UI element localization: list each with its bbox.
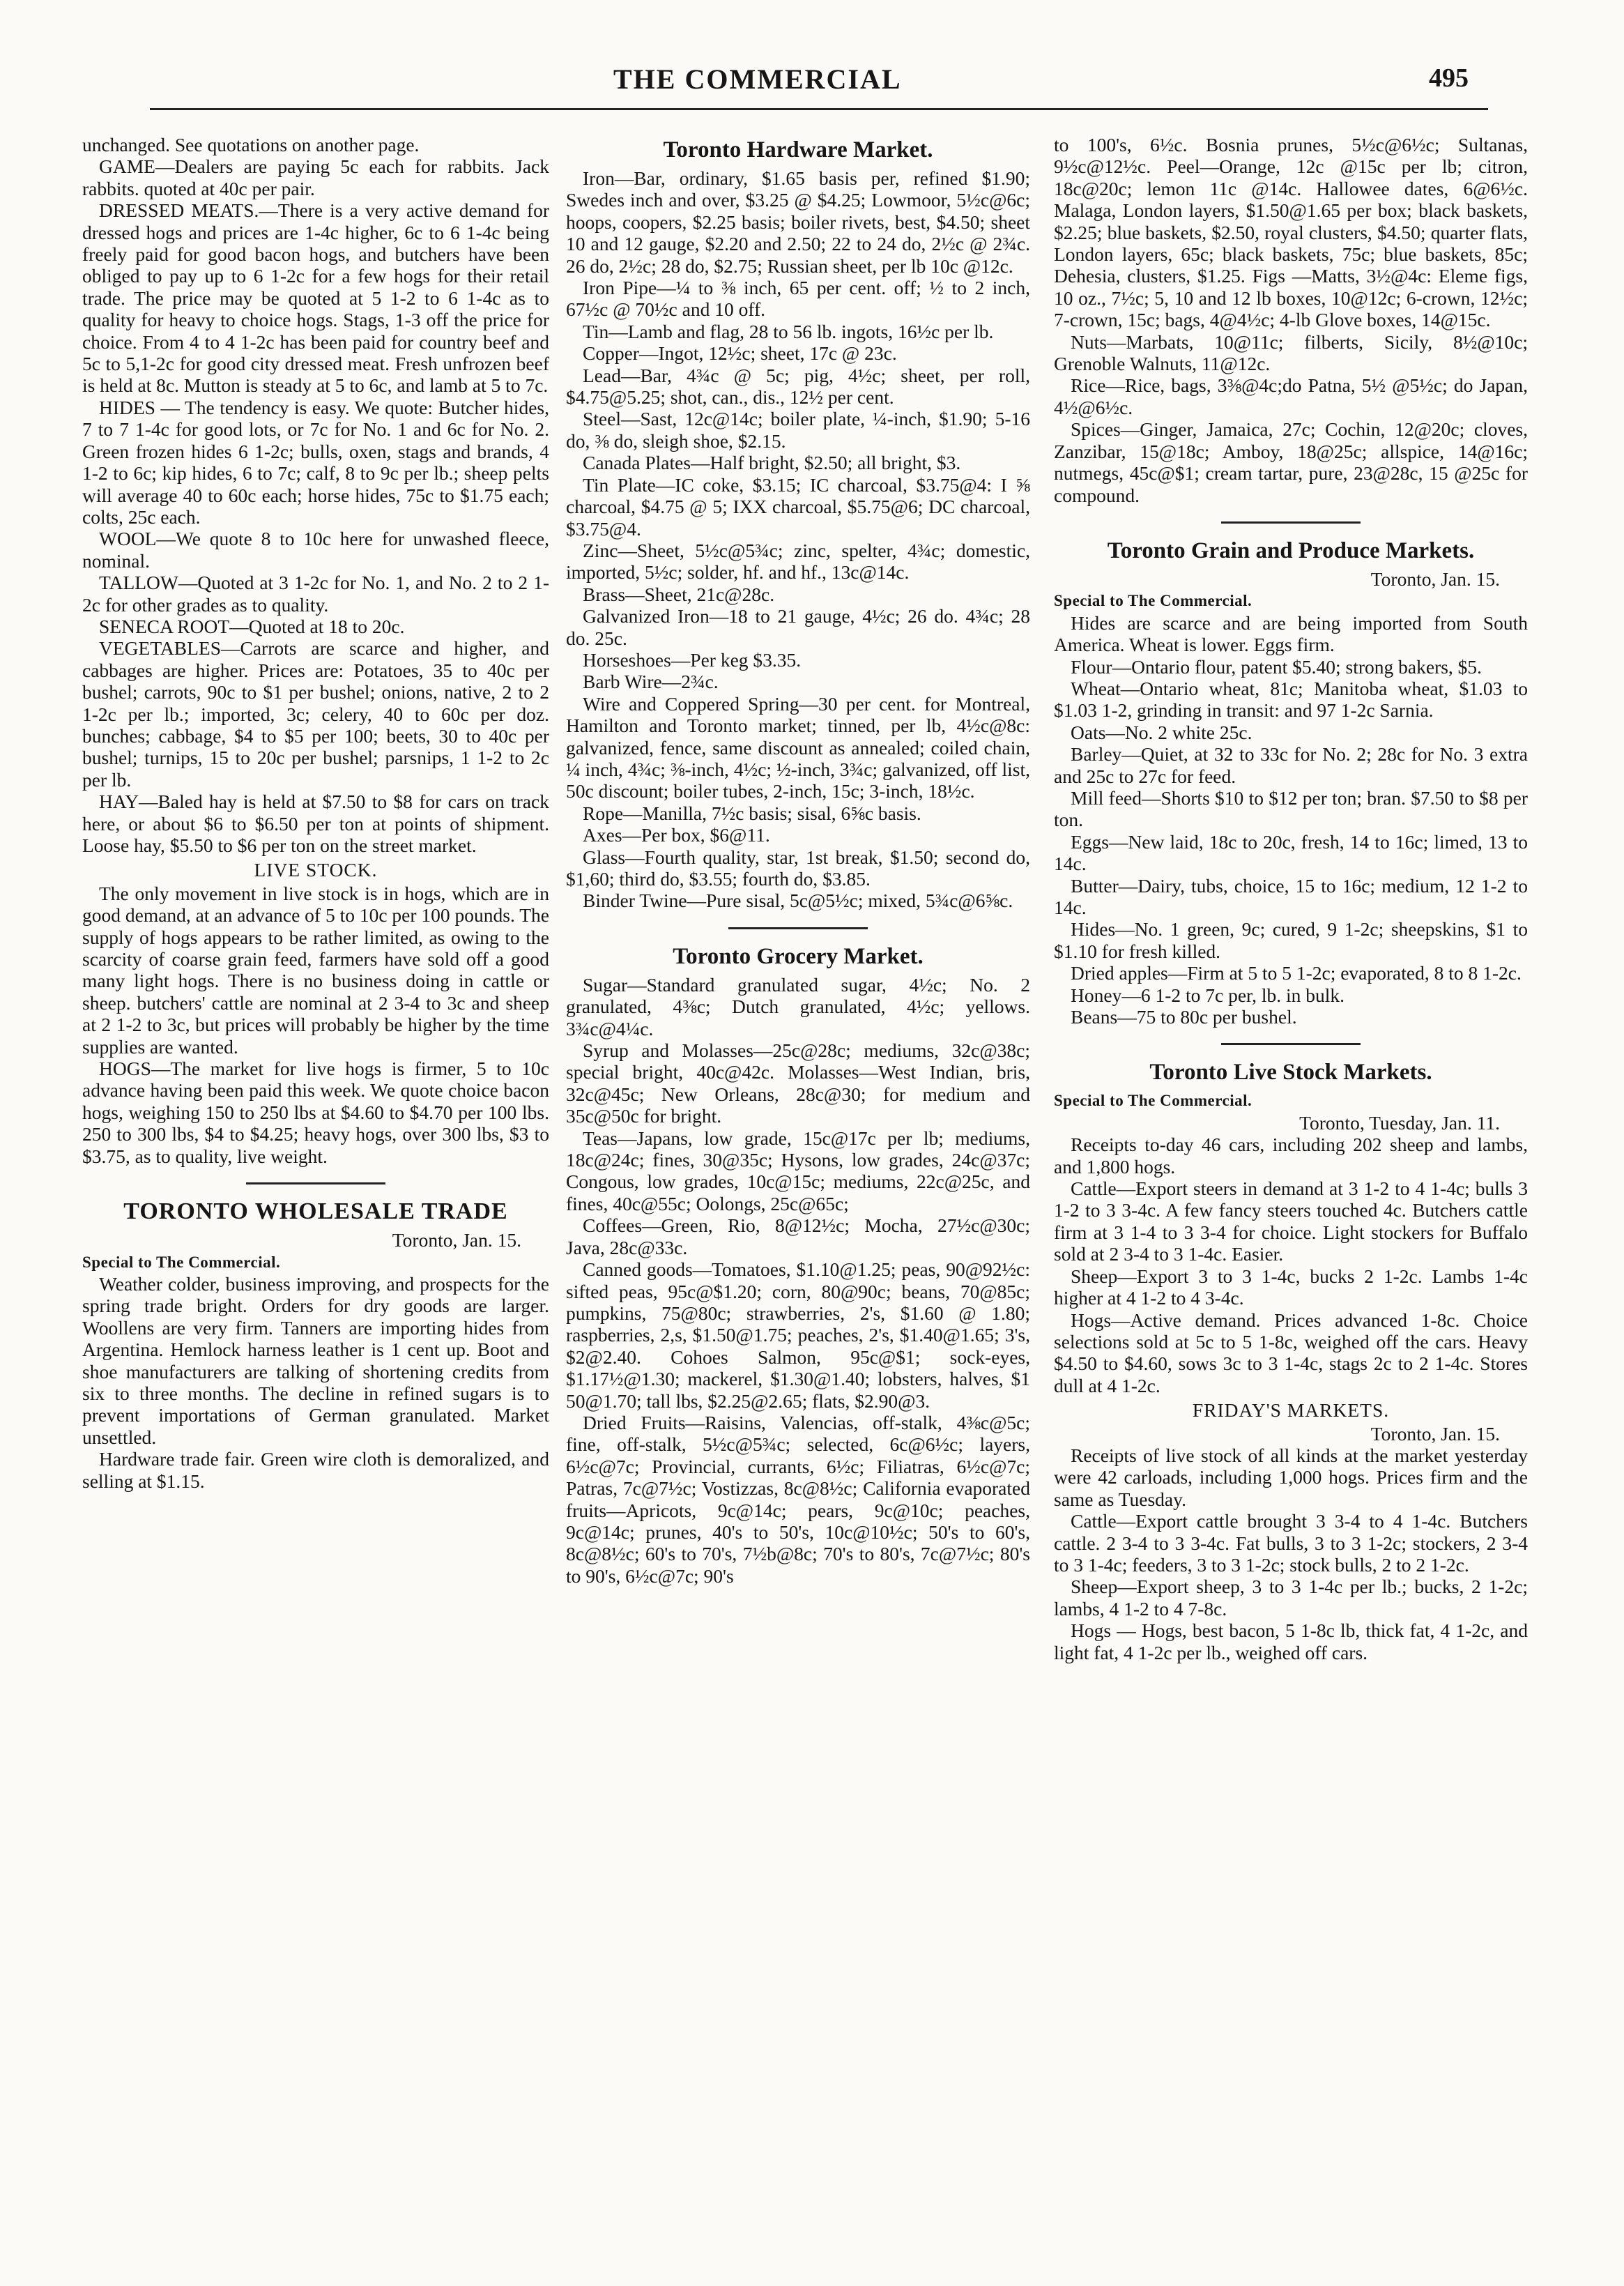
paragraph: Horseshoes—Per keg $3.35. bbox=[583, 648, 802, 671]
paragraph: Cattle—Export steers in demand at 3 1-2 to 4 1-4c; bulls 3 1-2 to 3 3-4c. A few fancy steers touched 4c. Butchers cattle firm at 3 1-4 to 3 3-4 for choice. Light stockers for Buffalo sold at 2 3-4 to 3 1-4c. Easier. bbox=[1054, 1178, 1528, 1265]
paragraph: Cattle—Export cattle brought 3 3-4 to 4 1-4c. Butchers cattle. 2 3-4 to 3 3-4c. Fat bulls, 3 to 3 1-2c; stockers, 2 3-4 to 3 1-4c; feeders, 3 to 3 1-2c; stock bulls, 2 to 2 1-2c. bbox=[1054, 1510, 1528, 1576]
page-number: 495 bbox=[1429, 63, 1469, 93]
paragraph: Teas—Japans, low grade, 15c@17c per lb; mediums, 18c@24c; fines, 30@35c; Hysons, low grades, 24c@37c; Congous, low grades, 10c@15c; mediums, 22c@25c, and fines, 40c@55c; Oolongs, 25c@65c; bbox=[566, 1127, 1030, 1214]
header-rule bbox=[150, 108, 1488, 110]
column-1 bbox=[82, 134, 549, 1492]
paragraph: Iron Pipe—¼ to ⅜ inch, 65 per cent. off; ½ to 2 inch, 67½c @ 70½c and 10 off. bbox=[566, 277, 1030, 321]
paragraph: Axes—Per box, $6@11. bbox=[583, 824, 770, 846]
paragraph: Wire and Coppered Spring—30 per cent. for Montreal, Hamilton and Toronto market; tinned, per lb, 4½c@8c: galvanized, fence, same discount as annealed; coiled chain, ¼ inch, 4¾c; ⅜-inch, 4½c; ½-inch, 3¾c; galvanized, off list, 50c discount; boiler tubes, 2-inch, 15c; 3-inch, 18½c. bbox=[566, 692, 1030, 802]
page-header bbox=[0, 63, 1624, 105]
section-heading: FRIDAY'S MARKETS. bbox=[1192, 1399, 1390, 1422]
section-heading: TORONTO WHOLESALE TRADE bbox=[123, 1198, 508, 1225]
paragraph: Hogs—Active demand. Prices advanced 1-8c. Choice selections sold at 5c to 5 1-8c, weighed off the cars. Heavy $4.50 to $4.60, sows 3c to 3 1-4c, stags 2c to 2 1-4c. Stores dull at 4 1-2c. bbox=[1054, 1309, 1528, 1396]
paragraph: Hides are scarce and are being imported from South America. Wheat is lower. Eggs firm. bbox=[1054, 611, 1528, 656]
paragraph: Galvanized Iron—18 to 21 gauge, 4½c; 26 do. 4¾c; 28 do. 25c. bbox=[566, 605, 1030, 649]
paragraph: Lead—Bar, 4¾c @ 5c; pig, 4½c; sheet, per roll, $4.75@5.25; shot, can., dis., 12½ per cent. bbox=[566, 364, 1030, 409]
paragraph: Canada Plates—Half bright, $2.50; all bright, $3. bbox=[583, 452, 961, 474]
section-heading: Toronto Live Stock Markets. bbox=[1149, 1060, 1432, 1085]
paragraph: Spices—Ginger, Jamaica, 27c; Cochin, 12@20c; cloves, Zanzibar, 15@18c; Amboy, 18@25c; allspice, 14@16c; nutmegs, 45c@$1; cream tartar, pure, 23@28c, 15 @25c for compound. bbox=[1054, 418, 1528, 506]
paragraph: Rice—Rice, bags, 3⅜@4c;do Patna, 5½ @5½c; do Japan, 4½@6½c. bbox=[1054, 374, 1528, 418]
paragraph: Iron—Bar, ordinary, $1.65 basis per, refined $1.90; Swedes inch and over, $3.25 @ $4.25; Lowmoor, 5½c@6c; hoops, coopers, $2.25 basis; boiler rivets, best, $4.50; sheet 10 and 12 gauge, $2.20 and 2.50; 22 to 24 do, 2½c @ 2¾c. 26 do, 2½c; 28 do, $2.75; Russian sheet, per lb 10c @12c. bbox=[566, 167, 1030, 277]
paragraph: Dried Fruits—Raisins, Valencias, off-stalk, 4⅜c@5c; fine, off-stalk, 5½c@5¾c; selected, 6c@6½c; layers, 6½c@7c; Provincial, currants, 6½c; Filiatras, 6½c@7c; Patras, 7c@7½c; Vostizzas, 8c@8½c; California evaporated fruits—Apricots, 9c@14c; pears, 9c@10c; peaches, 9c@14c; prunes, 40's to 50's, 10c@10½c; 50's to 60's, 8c@8½c; 60's to 70's, 7½b@8c; 70's to 80's, 7c@7½c; 80's to 90's, 6½c@7c; 90's bbox=[566, 1411, 1030, 1587]
paragraph: SENECA ROOT—Quoted at 18 to 20c. bbox=[99, 615, 405, 637]
paragraph: Sheep—Export 3 to 3 1-4c, bucks 2 1-2c. Lambs 1-4c higher at 4 1-2 to 4 3-4c. bbox=[1054, 1265, 1528, 1309]
paragraph: WOOL—We quote 8 to 10c here for unwashed fleece, nominal. bbox=[82, 528, 549, 572]
paragraph: Receipts to-day 46 cars, including 202 sheep and lambs, and 1,800 hogs. bbox=[1054, 1134, 1528, 1178]
paragraph: Hogs — Hogs, best bacon, 5 1-8c lb, thick fat, 4 1-2c, and light fat, 4 1-2c per lb., weighed off cars. bbox=[1054, 1620, 1528, 1663]
paragraph: Nuts—Marbats, 10@11c; filberts, Sicily, 8½@10c; Grenoble Walnuts, 11@12c. bbox=[1054, 330, 1528, 375]
paragraph: Rope—Manilla, 7½c basis; sisal, 6⅝c basis. bbox=[583, 802, 921, 824]
paragraph: HAY—Baled hay is held at $7.50 to $8 for cars on track here, or about $6 to $6.50 per ton at points of shipment. Loose hay, $5.50 to $6 per ton on the street market. bbox=[82, 791, 549, 856]
section-heading: Toronto Grain and Produce Markets. bbox=[1107, 538, 1475, 563]
paragraph: Sugar—Standard granulated sugar, 4½c; No. 2 granulated, 4⅜c; Dutch granulated, 4½c; yellows. 3¾c@4¼c. bbox=[566, 973, 1030, 1039]
paragraph: Brass—Sheet, 21c@28c. bbox=[583, 583, 775, 605]
paragraph: Wheat—Ontario wheat, 81c; Manitoba wheat, $1.03 to $1.03 1-2, grinding in transit: and 97 1-2c Sarnia. bbox=[1054, 677, 1528, 722]
dateline: Toronto, Tuesday, Jan. 11. bbox=[1299, 1111, 1500, 1134]
paragraph: Copper—Ingot, 12½c; sheet, 17c @ 23c. bbox=[583, 342, 897, 365]
special-note: Special to The Commercial. bbox=[1054, 592, 1253, 610]
section-heading: Toronto Hardware Market. bbox=[663, 137, 933, 162]
paragraph: DRESSED MEATS.—There is a very active demand for dressed hogs and prices are 1-4c higher, 6c to 6 1-4c being freely paid for good bacon hogs, and butchers have been obliged to pay up to 6 1-2c for a few hogs for their retail trade. The price may be quoted at 5 1-2 to 6 1-4c as to quality for heavy to choice hogs. Stags, 1-3 off the price for choice. From 4 to 4 1-2c has been paid for country beef and 5c to 5,1-2c for good city dressed meat. Fresh unfrozen beef is held at 8c. Mutton is steady at 5 to 6c, and lamb at 5 to 7c. bbox=[82, 199, 549, 397]
paragraph: Barley—Quiet, at 32 to 33c for No. 2; 28c for No. 3 extra and 25c to 27c for feed. bbox=[1054, 743, 1528, 787]
dateline: Toronto, Jan. 15. bbox=[1370, 567, 1500, 590]
column-3 bbox=[1054, 134, 1528, 1663]
paragraph: to 100's, 6½c. Bosnia prunes, 5½c@6½c; Sultanas, 9½c@12½c. Peel—Orange, 12c @15c per lb; citron, 18c@20c; lemon 11c @14c. Hallowee dates, 6@6½c. Malaga, London layers, $1.50@1.65 per box; black baskets, $2.25; blue baskets, $2.50, royal clusters, $4.50; quarter flats, London layers, 65c; black baskets, 75c; blue baskets, 85c; Dehesia, clusters, $1.25. Figs —Matts, 3½@4c: Eleme figs, 10 oz., 7½c; 5, 10 and 12 lb boxes, 10@12c; 6-crown, 12½c; 7-crown, 15c; bags, 4@4½c; 4-lb Glove boxes, 14@15c. bbox=[1054, 134, 1528, 331]
paragraph: Butter—Dairy, tubs, choice, 15 to 16c; medium, 12 1-2 to 14c. bbox=[1054, 874, 1528, 918]
special-note: Special to The Commercial. bbox=[1054, 1092, 1253, 1110]
paragraph: Steel—Sast, 12c@14c; boiler plate, ¼-inch, $1.90; 5-16 do, ⅜ do, sleigh shoe, $2.15. bbox=[566, 408, 1030, 452]
paragraph: unchanged. See quotations on another page. bbox=[82, 134, 420, 155]
section-heading: LIVE STOCK. bbox=[254, 859, 378, 881]
paragraph: Oats—No. 2 white 25c. bbox=[1071, 721, 1253, 743]
paragraph: HOGS—The market for live hogs is firmer, 5 to 10c advance having been paid this week. We quote choice bacon hogs, weighing 150 to 250 lbs at $4.60 to $4.70 per 100 lbs. 250 to 300 lbs, $4 to $4.25; heavy hogs, over 300 lbs, $3 to $3.75, as to quality, live weight. bbox=[82, 1058, 549, 1167]
paragraph: Weather colder, business improving, and prospects for the spring trade bright. Orders for dry goods are larger. Woollens are very firm. Tanners are importing hides from Argentina. Hemlock harness leather is 1 cent up. Boot and shoe manufacturers are talking of shortening credits from six to three months. The decline in refined sugars is to prevent importations of German granulated. Market unsettled. bbox=[82, 1272, 549, 1448]
paragraph: Dried apples—Firm at 5 to 5 1-2c; evaporated, 8 to 8 1-2c. bbox=[1071, 962, 1522, 984]
paragraph: The only movement in live stock is in hogs, which are in good demand, at an advance of 5 to 10c per 100 pounds. The supply of hogs appears to be rather limited, as owing to the scarcity of coarse grain feed, farmers have sold off a good many light hogs. There is no business doing in cattle or sheep. butchers' cattle are nominal at 2 3-4 to 3c and sheep at 2 1-2 to 3c, but prices will probably be higher by the time supplies are wanted. bbox=[82, 882, 550, 1058]
section-divider bbox=[1221, 521, 1361, 524]
section-divider bbox=[246, 1182, 385, 1184]
paragraph: Beans—75 to 80c per bushel. bbox=[1071, 1006, 1297, 1028]
paragraph: Tin—Lamb and flag, 28 to 56 lb. ingots, 16½c per lb. bbox=[583, 320, 994, 342]
paragraph: Receipts of live stock of all kinds at the market yesterday were 42 carloads, including 1,000 hogs. Prices firm and the same as Tuesday. bbox=[1054, 1444, 1528, 1510]
paragraph: Hardware trade fair. Green wire cloth is demoralized, and selling at $1.15. bbox=[82, 1448, 549, 1492]
special-note: Special to The Commercial. bbox=[82, 1253, 281, 1271]
paragraph: GAME—Dealers are paying 5c each for rabbits. Jack rabbits. quoted at 40c per pair. bbox=[82, 155, 549, 199]
paragraph: Eggs—New laid, 18c to 20c, fresh, 14 to 16c; limed, 13 to 14c. bbox=[1054, 830, 1528, 875]
section-divider bbox=[1221, 1043, 1361, 1045]
paragraph: Tin Plate—IC coke, $3.15; IC charcoal, $3.75@4: I ⅝ charcoal, $4.75 @ 5; IXX charcoal, $5.75@6; DC charcoal, $3.75@4. bbox=[566, 473, 1030, 540]
column-2 bbox=[566, 134, 1030, 1587]
dateline: Toronto, Jan. 15. bbox=[1370, 1422, 1500, 1445]
paragraph: Glass—Fourth quality, star, 1st break, $1.50; second do, $1,60; third do, $3.55; fourth do, $3.85. bbox=[566, 846, 1030, 890]
paragraph: Syrup and Molasses—25c@28c; mediums, 32c@38c; special bright, 40c@42c. Molasses—West Indian, bris, 32c@45c; New Orleans, 28c@30; for medium and 35c@50c for bright. bbox=[566, 1039, 1030, 1127]
dateline: Toronto, Jan. 15. bbox=[392, 1229, 521, 1251]
paragraph: VEGETABLES—Carrots are scarce and higher, and cabbages are higher. Prices are: Potatoes, 35 to 40c per bushel; carrots, 90c to $1 per bushel; onions, native, 2 to 2 1-2c per lb.; imported, 3c; celery, 40 to 60c per doz. bunches; cabbage, $4 to $5 per 100; beets, 30 to 40c per bushel; turnips, 15 to 20c per bushel; parsnips, 1 1-2 to 2c per lb. bbox=[82, 637, 549, 791]
paragraph: Sheep—Export sheep, 3 to 3 1-4c per lb.; bucks, 2 1-2c; lambs, 4 1-2 to 4 7-8c. bbox=[1054, 1576, 1528, 1620]
paragraph: Mill feed—Shorts $10 to $12 per ton; bran. $7.50 to $8 per ton. bbox=[1054, 786, 1528, 831]
paragraph: Binder Twine—Pure sisal, 5c@5½c; mixed, 5¾c@6⅝c. bbox=[583, 890, 1013, 912]
paragraph: Zinc—Sheet, 5½c@5¾c; zinc, spelter, 4¾c; domestic, imported, 5½c; solder, hf. and hf., 13c@14c. bbox=[566, 539, 1030, 584]
section-divider bbox=[728, 927, 868, 929]
paragraph: Coffees—Green, Rio, 8@12½c; Mocha, 27½c@30c; Java, 28c@33c. bbox=[566, 1214, 1030, 1258]
section-heading: Toronto Grocery Market. bbox=[673, 943, 924, 969]
paragraph: Hides—No. 1 green, 9c; cured, 9 1-2c; sheepskins, $1 to $1.10 for fresh killed. bbox=[1054, 918, 1528, 962]
paragraph: Canned goods—Tomatoes, $1.10@1.25; peas, 90@92½c: sifted peas, 95c@$1.20; corn, 80@90c; beans, 70@85c; pumpkins, 75@80c; strawberries, 2's, $1.60 @ 1.80; raspberries, 2,s, $1.50@1.75; peaches, 2's, $1.40@1.65; 3's, $2@2.40. Cohoes Salmon, 95c@$1; sock-eyes, $1.17½@1.30; mackerel, $1.30@1.40; lobsters, halves, $1 50@1.70; tall lbs, $2.25@2.65; flats, $2.90@3. bbox=[566, 1258, 1030, 1412]
paragraph: TALLOW—Quoted at 3 1-2c for No. 1, and No. 2 to 2 1-2c for other grades as to quality. bbox=[82, 572, 549, 616]
paragraph: HIDES — The tendency is easy. We quote: Butcher hides, 7 to 7 1-4c for good lots, or 7c for No. 1 and 6c for No. 2. Green frozen hides 6 1-2c; bulls, oxen, stags and brands, 4 1-2 to 6c; kip hides, 6 to 7c; calf, 8 to 9c per lb.; sheep pelts will average 40 to 60c each; horse hides, 75c to $1.75 each; colts, 25c each. bbox=[82, 396, 549, 528]
paragraph: Honey—6 1-2 to 7c per, lb. in bulk. bbox=[1071, 984, 1345, 1006]
paragraph: Barb Wire—2¾c. bbox=[583, 671, 719, 693]
page-title: THE COMMERCIAL bbox=[613, 63, 902, 95]
paragraph: Flour—Ontario flour, patent $5.40; strong bakers, $5. bbox=[1071, 655, 1483, 678]
